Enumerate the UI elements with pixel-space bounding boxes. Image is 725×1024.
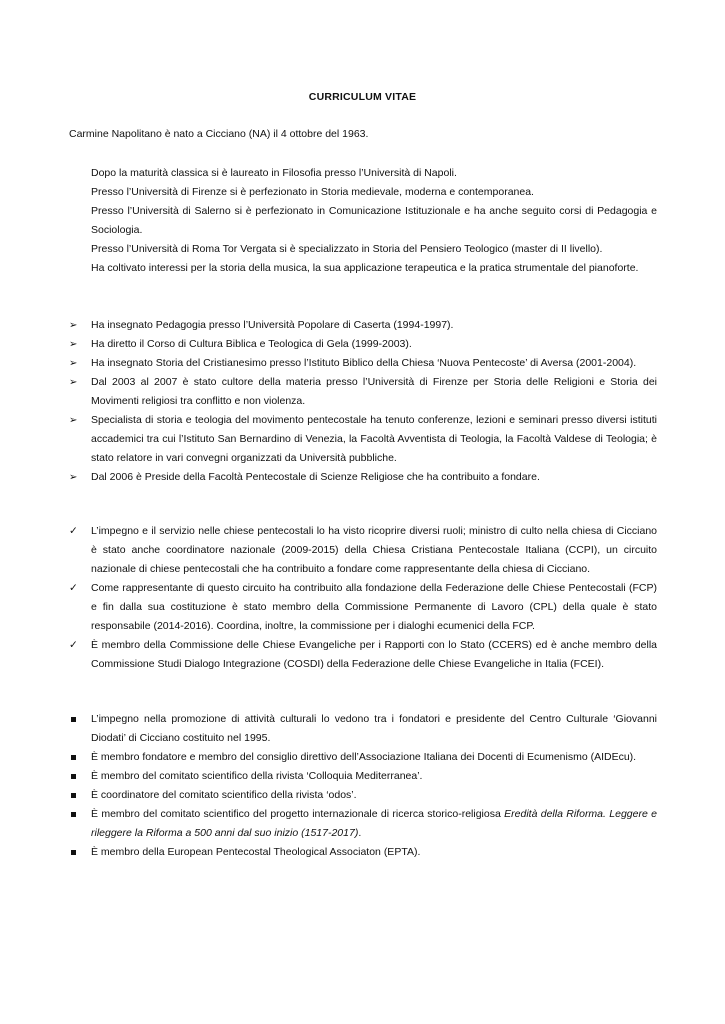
- list-item: È coordinatore del comitato scientifico della rivista ‘odos’.: [69, 786, 657, 805]
- square-bullet-icon: [69, 843, 83, 862]
- intro-line: Carmine Napolitano è nato a Cicciano (NA) il 4 ottobre del 1963.: [69, 128, 369, 140]
- arrow-bullet-icon: ➢: [69, 358, 78, 369]
- list-item: ➢ Ha diretto il Corso di Cultura Biblica e Teologica di Gela (1999-2003).: [69, 335, 657, 354]
- list-item: È membro fondatore e membro del consiglio direttivo dell’Associazione Italiana dei Docenti di Ecumenismo (AIDEcu).: [69, 748, 657, 767]
- arrow-bullet-icon: ➢: [69, 472, 78, 483]
- square-bullet-icon: [69, 805, 83, 824]
- list-item: [69, 805, 657, 843]
- checkmark-bullet-icon: ✓: [69, 525, 78, 537]
- checkmark-bullet-icon: ✓: [69, 639, 78, 651]
- list-item: È membro della European Pentecostal Theological Associaton (EPTA).: [69, 843, 657, 862]
- square-bullet-icon: [69, 748, 83, 767]
- list-item: ➢ Dal 2006 è Preside della Facoltà Pentecostale di Scienze Religiose che ha contribuito a fondare.: [69, 468, 657, 487]
- document-title: CURRICULUM VITAE: [308, 91, 417, 103]
- list-item: ✓ L’impegno e il servizio nelle chiese pentecostali lo ha visto ricoprire diversi ruoli; ministro di culto nella chiesa di Cicciano è stato anche coordinatore nazionale (2009-2015) della Chiesa Cristiana Pentecostale Italiana (CCPI), un circuito nazionale di chiese pentecostali che ha contribuito a fondare come rappresentante della chiesa di Cicciano.: [69, 522, 657, 579]
- education-paragraph: [91, 164, 657, 278]
- arrow-bullet-icon: ➢: [69, 377, 78, 388]
- square-bullet-icon: [69, 767, 83, 786]
- list-item: È membro del comitato scientifico della rivista ‘Colloquia Mediterranea’.: [69, 767, 657, 786]
- checkmark-bullet-icon: ✓: [69, 582, 78, 594]
- list-item: ➢ Specialista di storia e teologia del movimento pentecostale ha tenuto conferenze, lezioni e seminari presso diversi istituti accademici tra cui l’Istituto San Bernardino di Venezia, la Facoltà Avventista di Teologia, la Facoltà Valdese di Teologia; è stato relatore in vari convegni organizzati da Università pubbliche.: [69, 411, 657, 468]
- item-text: .: [358, 827, 362, 839]
- list-item: ➢ Ha insegnato Storia del Cristianesimo presso l’Istituto Biblico della Chiesa ‘Nuova Pentecoste’ di Aversa (2001-2004).: [69, 354, 657, 373]
- arrow-bullet-icon: ➢: [69, 415, 78, 426]
- project-title-italic: Eredità della Riforma. Leggere e rileggere la Riforma a 500 anni dal suo inizio (1517-2017): [91, 808, 657, 839]
- list-item: ➢ Ha insegnato Pedagogia presso l’Università Popolare di Caserta (1994-1997).: [69, 316, 657, 335]
- list-item: L’impegno nella promozione di attività culturali lo vedono tra i fondatori e presidente del Centro Culturale ‘Giovanni Diodati’ di Cicciano costituito nel 1995.: [69, 710, 657, 748]
- arrow-bullet-icon: ➢: [69, 320, 78, 331]
- education-line: Presso l’Università di Firenze si è perfezionato in Storia medievale, moderna e contemporanea.: [91, 186, 534, 198]
- education-line: Ha coltivato interessi per la storia della musica, la sua applicazione terapeutica e la pratica strumentale del pianoforte.: [91, 262, 639, 274]
- square-bullet-icon: [69, 710, 83, 729]
- teaching-list: [69, 316, 657, 487]
- education-line: Presso l’Università di Salerno si è perfezionato in Comunicazione Istituzionale e ha anche seguito corsi di Pedagogia e Sociologia.: [91, 205, 657, 236]
- education-line: Dopo la maturità classica si è laureato in Filosofia presso l’Università di Napoli.: [91, 167, 457, 179]
- list-item: ✓ È membro della Commissione delle Chiese Evangeliche per i Rapporti con lo Stato (CCERS) ed è anche membro della Commissione Studi Dialogo Integrazione (COSDI) della Federazione delle Chiese Evangeliche in Italia (FCEI).: [69, 636, 657, 674]
- square-bullet-icon: [69, 786, 83, 805]
- church-list: [69, 522, 657, 674]
- education-line: Presso l’Università di Roma Tor Vergata si è specializzato in Storia del Pensiero Teologico (master di II livello).: [91, 243, 603, 255]
- item-text: È membro del comitato scientifico del progetto internazionale di ricerca storico-religiosa: [91, 808, 505, 820]
- cultural-list: [69, 710, 657, 862]
- arrow-bullet-icon: ➢: [69, 339, 78, 350]
- list-item: ✓ Come rappresentante di questo circuito ha contribuito alla fondazione della Federazione delle Chiese Pentecostali (FCP) e fin dalla sua costituzione è stato membro della Commissione Permanente di Lavoro (CPL) della quale è stato responsabile (2014-2016). Coordina, inoltre, la commissione per i dialoghi ecumenici della FCP.: [69, 579, 657, 636]
- list-item: ➢ Dal 2003 al 2007 è stato cultore della materia presso l’Università di Firenze per Storia delle Religioni e Storia dei Movimenti religiosi tra conflitto e non violenza.: [69, 373, 657, 411]
